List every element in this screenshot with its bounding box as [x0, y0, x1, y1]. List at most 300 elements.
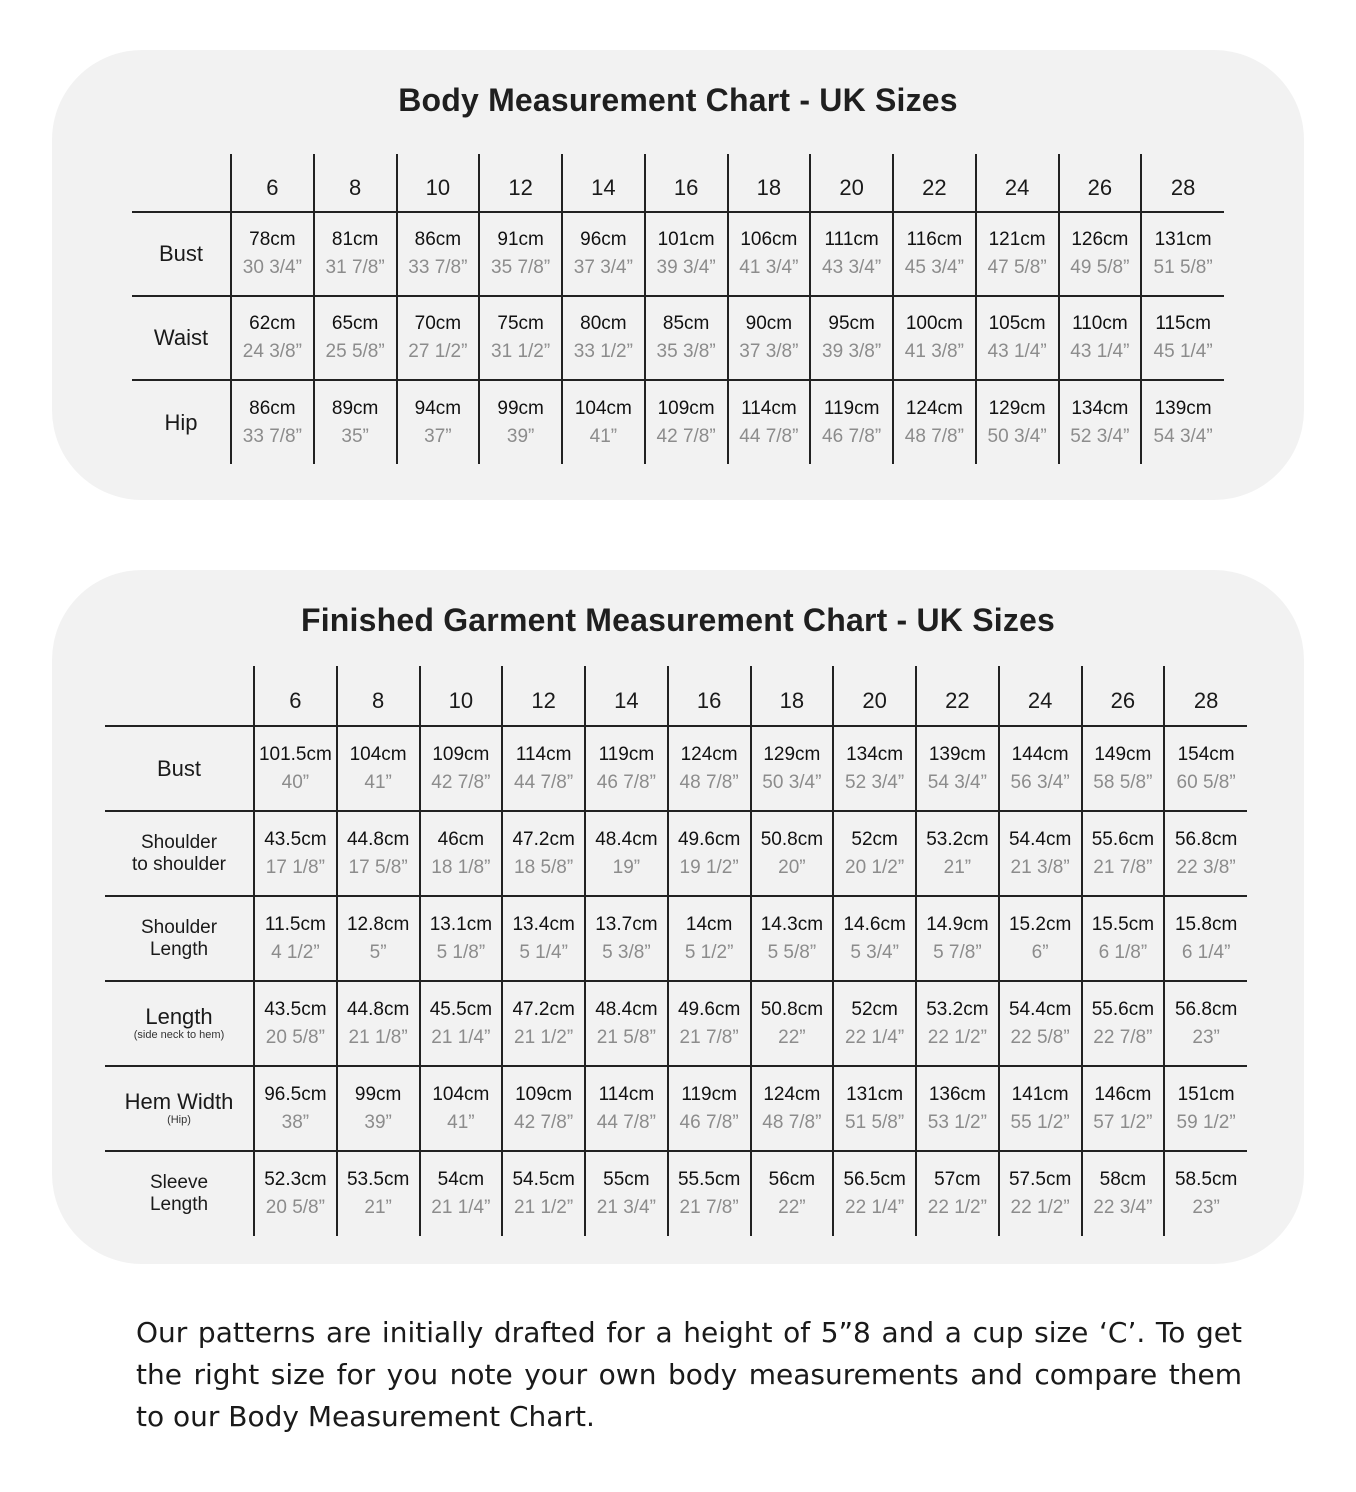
- measurement-cell: [668, 981, 751, 1066]
- inch-value: 39”: [506, 425, 535, 447]
- inch-value: 39 3/4”: [656, 257, 716, 278]
- measurement-cell: [728, 212, 811, 296]
- measurement-cell: [728, 296, 811, 380]
- measurement-cell: [751, 896, 834, 981]
- cm-value: 54.4cm: [1008, 998, 1072, 1020]
- measurement-cell: [999, 1151, 1082, 1236]
- measurement-cell: [502, 811, 585, 896]
- cm-value: 78cm: [249, 229, 296, 250]
- inch-value: 53 1/2”: [927, 1111, 987, 1133]
- measurement-cell: [645, 212, 728, 296]
- measurement-cell: [585, 811, 668, 896]
- size-header: 12: [502, 666, 585, 726]
- inch-value: 57 1/2”: [1093, 1111, 1153, 1133]
- cm-value: 96.5cm: [264, 1083, 327, 1105]
- inch-value: 55 1/2”: [1010, 1111, 1070, 1133]
- measurement-cell: [1059, 380, 1142, 464]
- cm-value: 139cm: [928, 743, 986, 765]
- measurement-cell: [1082, 981, 1165, 1066]
- cm-value: 43.5cm: [264, 998, 327, 1020]
- cm-value: 54.4cm: [1008, 828, 1072, 850]
- measurement-cell: [916, 811, 999, 896]
- measurement-cell: [314, 296, 397, 380]
- row-label-text: Hip: [164, 409, 198, 435]
- table-row: [105, 726, 1247, 811]
- measurement-cell: [751, 726, 834, 811]
- measurement-cell: [397, 296, 480, 380]
- table-row: [132, 296, 1224, 380]
- measurement-cell: [1141, 212, 1224, 296]
- measurement-cell: [420, 811, 503, 896]
- measurement-cell: [976, 212, 1059, 296]
- measurement-cell: [337, 896, 420, 981]
- size-header: 28: [1141, 154, 1224, 212]
- row-label-line: Length: [149, 938, 209, 960]
- inch-value: 33 7/8”: [408, 257, 468, 278]
- inch-value: 37”: [424, 425, 452, 447]
- inch-value: 22”: [778, 1026, 806, 1048]
- inch-value: 22 1/4”: [845, 1197, 905, 1218]
- measurement-cell: [502, 896, 585, 981]
- cm-value: 80cm: [580, 313, 627, 334]
- inch-value: 23”: [1192, 1026, 1220, 1048]
- cm-value: 47.2cm: [512, 998, 575, 1020]
- cm-value: 62cm: [249, 313, 296, 334]
- row-label: [105, 811, 254, 896]
- size-header: 22: [916, 666, 999, 726]
- measurement-cell: [916, 726, 999, 811]
- cm-value: 154cm: [1177, 743, 1235, 765]
- cm-value: 91cm: [497, 229, 544, 250]
- inch-value: 5 1/4”: [519, 941, 568, 963]
- table-row: [105, 811, 1247, 896]
- inch-value: 6”: [1031, 941, 1049, 963]
- cm-value: 15.8cm: [1174, 913, 1238, 935]
- inch-value: 5 5/8”: [767, 941, 817, 963]
- inch-value: 21 7/8”: [1093, 856, 1153, 878]
- cm-value: 52cm: [851, 828, 898, 850]
- header-corner: [105, 666, 254, 726]
- size-header: 22: [893, 154, 976, 212]
- cm-value: 55cm: [603, 1169, 650, 1190]
- inch-value: 22 3/4”: [1093, 1197, 1153, 1218]
- cm-value: 124cm: [763, 1083, 821, 1105]
- inch-value: 37 3/8”: [739, 341, 799, 362]
- inch-value: 33 7/8”: [242, 425, 302, 447]
- inch-value: 25 5/8”: [325, 341, 385, 362]
- cm-value: 114cm: [598, 1083, 655, 1105]
- inch-value: 19 1/2”: [679, 856, 739, 878]
- measurement-cell: [1164, 726, 1247, 811]
- cm-value: 56.8cm: [1174, 828, 1238, 850]
- size-header: 16: [668, 666, 751, 726]
- header-corner: [132, 154, 231, 212]
- inch-value: 41 3/8”: [904, 341, 964, 362]
- measurement-cell: [833, 896, 916, 981]
- measurement-cell: [1164, 811, 1247, 896]
- cm-value: 52.3cm: [264, 1169, 327, 1190]
- measurement-cell: [254, 896, 337, 981]
- measurement-cell: [479, 212, 562, 296]
- size-header-row: [105, 666, 1247, 726]
- cm-value: 54cm: [437, 1169, 485, 1190]
- inch-value: 50 3/4”: [762, 771, 822, 793]
- inch-value: 6 1/8”: [1098, 941, 1148, 963]
- measurement-cell: [833, 1151, 916, 1236]
- row-label-text: Bust: [156, 755, 202, 781]
- cm-value: 13.1cm: [429, 913, 493, 935]
- measurement-cell: [916, 981, 999, 1066]
- measurement-cell: [314, 212, 397, 296]
- table-row: [132, 212, 1224, 296]
- inch-value: 40”: [281, 771, 310, 793]
- measurement-cell: [337, 811, 420, 896]
- inch-value: 46 7/8”: [822, 425, 882, 447]
- measurement-cell: [751, 1151, 834, 1236]
- inch-value: 33 1/2”: [573, 341, 633, 362]
- inch-value: 43 3/4”: [822, 257, 882, 278]
- cm-value: 90cm: [745, 313, 793, 334]
- measurement-cell: [833, 811, 916, 896]
- inch-value: 22 3/8”: [1176, 856, 1236, 878]
- measurement-cell: [337, 1151, 420, 1236]
- measurement-cell: [668, 811, 751, 896]
- measurement-cell: [254, 981, 337, 1066]
- inch-value: 21 1/2”: [514, 1197, 574, 1218]
- table-row: [105, 896, 1247, 981]
- cm-value: 134cm: [846, 743, 904, 765]
- measurement-cell: [999, 811, 1082, 896]
- inch-value: 41”: [364, 771, 392, 793]
- inch-value: 17 5/8”: [348, 856, 408, 878]
- inch-value: 27 1/2”: [408, 341, 468, 362]
- size-header: 14: [585, 666, 668, 726]
- size-header: 10: [397, 154, 480, 212]
- table-row: [105, 981, 1247, 1066]
- row-sublabel: (side neck to hem): [133, 1028, 225, 1041]
- measurement-cell: [668, 1066, 751, 1151]
- inch-value: 21 7/8”: [679, 1197, 739, 1218]
- body-measurement-card: [52, 50, 1304, 500]
- cm-value: 146cm: [1094, 1083, 1152, 1105]
- measurement-cell: [562, 212, 645, 296]
- sizing-note: Our patterns are initially drafted for a height of 5”8 and a cup size ‘C’. To get the right size for you note your own body measurements and compare them to our Body Measurement Chart.: [136, 1316, 1242, 1433]
- measurement-cell: [1059, 212, 1142, 296]
- inch-value: 52 3/4”: [1070, 425, 1130, 447]
- measurement-cell: [585, 981, 668, 1066]
- inch-value: 5 3/4”: [850, 941, 899, 963]
- cm-value: 48.4cm: [595, 828, 658, 850]
- cm-value: 110cm: [1072, 313, 1128, 334]
- measurement-cell: [893, 296, 976, 380]
- cm-value: 48.4cm: [595, 998, 658, 1020]
- measurement-cell: [254, 1066, 337, 1151]
- cm-value: 104cm: [574, 397, 632, 419]
- measurement-cell: [1082, 726, 1165, 811]
- inch-value: 44 7/8”: [514, 771, 574, 793]
- inch-value: 47 5/8”: [987, 257, 1047, 278]
- measurement-cell: [585, 1066, 668, 1151]
- cm-value: 86cm: [249, 397, 296, 419]
- cm-value: 55.6cm: [1091, 828, 1155, 850]
- cm-value: 50.8cm: [760, 998, 824, 1020]
- inch-value: 21 1/4”: [431, 1197, 491, 1218]
- inch-value: 38”: [281, 1111, 310, 1133]
- inch-value: 23”: [1192, 1197, 1220, 1218]
- cm-value: 86cm: [414, 229, 462, 250]
- inch-value: 48 7/8”: [904, 425, 964, 447]
- cm-value: 115cm: [1155, 313, 1211, 334]
- inch-value: 44 7/8”: [596, 1111, 656, 1133]
- inch-value: 18 5/8”: [514, 856, 574, 878]
- row-label-text: Length: [145, 1003, 213, 1029]
- row-label: [105, 1066, 254, 1151]
- cm-value: 141cm: [1011, 1083, 1069, 1105]
- cm-value: 14.6cm: [843, 913, 906, 935]
- cm-value: 106cm: [740, 229, 798, 250]
- row-label-text: Waist: [153, 325, 209, 350]
- inch-value: 60 5/8”: [1176, 771, 1236, 793]
- measurement-cell: [254, 811, 337, 896]
- inch-value: 49 5/8”: [1070, 257, 1130, 278]
- inch-value: 48 7/8”: [679, 771, 739, 793]
- cm-value: 101cm: [657, 229, 715, 250]
- row-label-line: Shoulder: [140, 916, 218, 938]
- size-header-row: [132, 154, 1224, 212]
- measurement-cell: [751, 1066, 834, 1151]
- inch-value: 4 1/2”: [271, 941, 320, 963]
- inch-value: 5 7/8”: [933, 941, 982, 963]
- measurement-cell: [562, 380, 645, 464]
- size-header: 8: [314, 154, 397, 212]
- table-row: [105, 1151, 1247, 1236]
- inch-value: 22 1/2”: [1010, 1197, 1070, 1218]
- measurement-cell: [810, 296, 893, 380]
- row-label-text: Hem Width: [124, 1088, 234, 1114]
- measurement-cell: [999, 726, 1082, 811]
- size-header: 26: [1082, 666, 1165, 726]
- cm-value: 53.2cm: [926, 828, 989, 850]
- cm-value: 13.4cm: [512, 913, 575, 935]
- inch-value: 21”: [943, 856, 972, 878]
- cm-value: 12.8cm: [346, 913, 410, 935]
- cm-value: 124cm: [905, 397, 963, 419]
- cm-value: 81cm: [331, 229, 379, 250]
- inch-value: 44 7/8”: [739, 425, 799, 447]
- inch-value: 41”: [447, 1111, 475, 1133]
- size-header: 16: [645, 154, 728, 212]
- row-label: [105, 981, 254, 1066]
- cm-value: 85cm: [662, 313, 710, 334]
- measurement-cell: [314, 380, 397, 464]
- measurement-cell: [999, 1066, 1082, 1151]
- size-header: 24: [976, 154, 1059, 212]
- measurement-cell: [645, 296, 728, 380]
- inch-value: 35 7/8”: [491, 257, 551, 278]
- measurement-cell: [668, 726, 751, 811]
- measurement-cell: [976, 380, 1059, 464]
- measurement-cell: [645, 380, 728, 464]
- inch-value: 21”: [364, 1197, 392, 1218]
- size-header: 26: [1059, 154, 1142, 212]
- measurement-cell: [397, 380, 480, 464]
- inch-value: 58 5/8”: [1093, 771, 1153, 793]
- size-header: 20: [810, 154, 893, 212]
- measurement-cell: [254, 1151, 337, 1236]
- measurement-cell: [420, 1151, 503, 1236]
- inch-value: 18 1/8”: [431, 856, 491, 878]
- cm-value: 52cm: [851, 998, 898, 1020]
- cm-value: 129cm: [988, 397, 1046, 419]
- garment-measurement-table: [105, 666, 1247, 1236]
- cm-value: 15.5cm: [1091, 913, 1155, 935]
- size-header: 18: [728, 154, 811, 212]
- cm-value: 47.2cm: [512, 828, 575, 850]
- measurement-cell: [585, 896, 668, 981]
- cm-value: 95cm: [828, 313, 875, 334]
- cm-value: 65cm: [331, 313, 379, 334]
- cm-value: 114cm: [515, 743, 572, 765]
- measurement-cell: [337, 726, 420, 811]
- inch-value: 20 5/8”: [265, 1026, 325, 1048]
- cm-value: 119cm: [681, 1083, 737, 1105]
- cm-value: 49.6cm: [677, 998, 741, 1020]
- cm-value: 56cm: [768, 1169, 816, 1190]
- cm-value: 54.5cm: [512, 1169, 575, 1190]
- measurement-cell: [1082, 896, 1165, 981]
- cm-value: 131cm: [846, 1083, 904, 1105]
- inch-value: 59 1/2”: [1176, 1111, 1236, 1133]
- cm-value: 94cm: [414, 397, 462, 419]
- measurement-cell: [479, 380, 562, 464]
- inch-value: 43 1/4”: [987, 341, 1047, 362]
- measurement-cell: [420, 981, 503, 1066]
- inch-value: 31 7/8”: [325, 257, 385, 278]
- cm-value: 70cm: [414, 313, 462, 334]
- inch-value: 39 3/8”: [822, 341, 882, 362]
- inch-value: 46 7/8”: [596, 771, 656, 793]
- cm-value: 131cm: [1154, 229, 1212, 250]
- row-label-line: Shoulder: [140, 831, 218, 853]
- cm-value: 149cm: [1094, 743, 1152, 765]
- cm-value: 13.7cm: [595, 913, 658, 935]
- inch-value: 22 1/2”: [927, 1197, 987, 1218]
- measurement-cell: [916, 1151, 999, 1236]
- size-header: 24: [999, 666, 1082, 726]
- measurement-cell: [1141, 296, 1224, 380]
- measurement-cell: [1082, 1151, 1165, 1236]
- inch-value: 52 3/4”: [845, 771, 905, 793]
- measurement-cell: [337, 1066, 420, 1151]
- row-label: [132, 380, 231, 464]
- measurement-cell: [231, 380, 314, 464]
- inch-value: 24 3/8”: [242, 341, 302, 362]
- cm-value: 109cm: [515, 1083, 573, 1105]
- measurement-cell: [337, 981, 420, 1066]
- row-label-line: to shoulder: [131, 853, 226, 875]
- inch-value: 22 5/8”: [1010, 1026, 1070, 1048]
- cm-value: 44.8cm: [346, 998, 410, 1020]
- measurement-cell: [810, 212, 893, 296]
- cm-value: 114cm: [741, 397, 797, 419]
- cm-value: 49.6cm: [677, 828, 741, 850]
- row-label: [105, 726, 254, 811]
- measurement-cell: [1164, 981, 1247, 1066]
- row-label-line: Sleeve: [149, 1172, 209, 1193]
- cm-value: 50.8cm: [760, 828, 824, 850]
- inch-value: 20”: [778, 856, 806, 878]
- inch-value: 48 7/8”: [762, 1111, 822, 1133]
- inch-value: 50 3/4”: [987, 425, 1047, 447]
- cm-value: 45.5cm: [429, 998, 493, 1020]
- cm-value: 119cm: [598, 743, 655, 765]
- cm-value: 56.5cm: [843, 1169, 906, 1190]
- measurement-cell: [420, 1066, 503, 1151]
- inch-value: 21 3/8”: [1010, 856, 1070, 878]
- measurement-cell: [231, 212, 314, 296]
- cm-value: 100cm: [905, 313, 963, 334]
- inch-value: 41 3/4”: [739, 257, 799, 278]
- cm-value: 109cm: [432, 743, 490, 765]
- cm-value: 15.2cm: [1008, 913, 1072, 935]
- inch-value: 35 3/8”: [656, 341, 716, 362]
- cm-value: 134cm: [1071, 397, 1129, 419]
- measurement-cell: [502, 981, 585, 1066]
- measurement-cell: [668, 896, 751, 981]
- inch-value: 31 1/2”: [491, 341, 551, 362]
- measurement-cell: [999, 981, 1082, 1066]
- inch-value: 20 1/2”: [845, 856, 905, 878]
- body-chart-title: Body Measurement Chart - UK Sizes: [398, 82, 958, 118]
- inch-value: 21 1/2”: [514, 1026, 574, 1048]
- inch-value: 19”: [612, 856, 641, 878]
- inch-value: 45 3/4”: [904, 257, 964, 278]
- measurement-cell: [502, 1151, 585, 1236]
- inch-value: 21 3/4”: [596, 1197, 656, 1218]
- cm-value: 151cm: [1177, 1083, 1235, 1105]
- cm-value: 109cm: [657, 397, 715, 419]
- inch-value: 42 7/8”: [514, 1111, 574, 1133]
- cm-value: 119cm: [823, 397, 880, 419]
- inch-value: 21 1/8”: [348, 1026, 408, 1048]
- row-label: [132, 212, 231, 296]
- cm-value: 96cm: [580, 229, 627, 250]
- cm-value: 124cm: [680, 743, 738, 765]
- inch-value: 5”: [369, 941, 387, 963]
- size-header: 12: [479, 154, 562, 212]
- measurement-cell: [585, 726, 668, 811]
- cm-value: 144cm: [1011, 743, 1069, 765]
- row-label: [105, 1151, 254, 1236]
- cm-value: 58cm: [1099, 1169, 1147, 1190]
- cm-value: 57cm: [934, 1169, 981, 1190]
- cm-value: 14.9cm: [926, 913, 989, 935]
- measurement-cell: [893, 212, 976, 296]
- measurement-cell: [1164, 896, 1247, 981]
- garment-chart-title: Finished Garment Measurement Chart - UK Sizes: [300, 602, 1056, 638]
- measurement-cell: [833, 726, 916, 811]
- inch-value: 5 1/8”: [436, 941, 486, 963]
- row-label-line: Length: [149, 1194, 209, 1215]
- measurement-cell: [916, 896, 999, 981]
- inch-value: 21 7/8”: [679, 1026, 739, 1048]
- size-header: 28: [1164, 666, 1247, 726]
- inch-value: 41”: [589, 425, 618, 447]
- cm-value: 56.8cm: [1174, 998, 1238, 1020]
- size-header: 20: [833, 666, 916, 726]
- measurement-cell: [397, 212, 480, 296]
- measurement-cell: [916, 1066, 999, 1151]
